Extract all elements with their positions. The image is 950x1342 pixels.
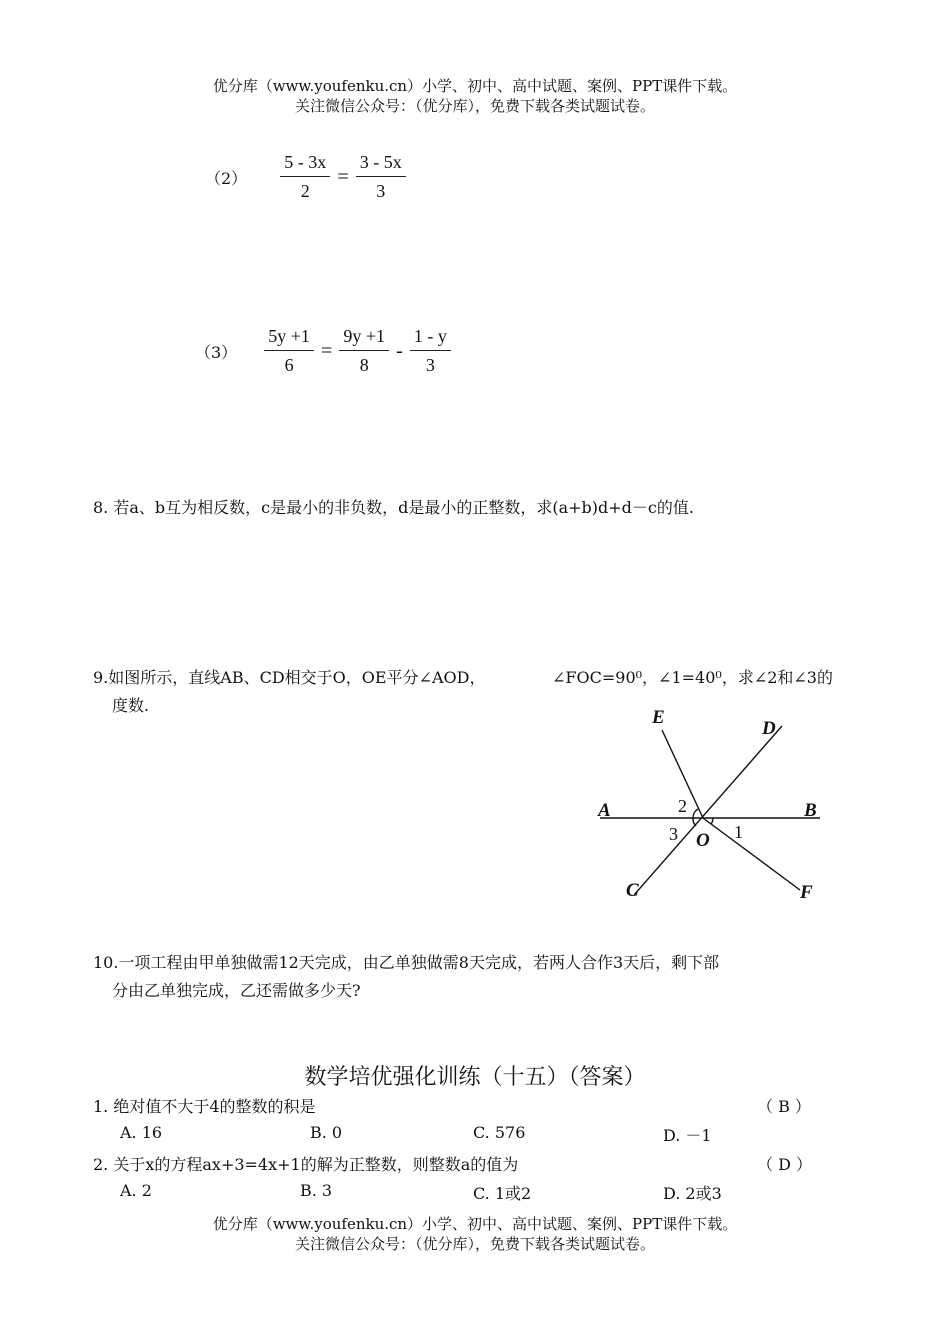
equation-2-label: （2） — [205, 168, 248, 188]
label-o: O — [696, 830, 710, 851]
equation-3 — [195, 326, 451, 376]
equation-2-equals: = — [337, 165, 349, 188]
label-d: D — [762, 718, 776, 739]
question-8: 8. 若a、b互为相反数，c是最小的非负数，d是最小的正整数，求(a+b)d+d－c的值. — [93, 498, 694, 517]
page-header-line-2: 关注微信公众号：（优分库），免费下载各类试题试卷。 — [294, 97, 655, 115]
intersecting-lines-figure — [590, 700, 840, 910]
equation-3-equals: = — [321, 339, 333, 362]
equation-2-rhs-numerator: 3 - 5x — [356, 152, 406, 177]
question-9-line-2: 度数. — [112, 696, 150, 715]
equation-3-rhs-numerator: 1 - y — [410, 326, 451, 351]
answer-2-option-b: B. 3 — [300, 1181, 333, 1200]
equation-3-lhs-fraction — [264, 326, 314, 376]
question-10-line-2: 分由乙单独完成，乙还需做多少天? — [112, 981, 361, 1000]
equation-3-mid-numerator: 9y +1 — [339, 326, 389, 351]
angle-2-label: 2 — [678, 796, 687, 816]
equation-2 — [205, 152, 406, 202]
answers-title: 数学培优强化训练（十五）（答案） — [304, 1065, 646, 1090]
equation-3-mid-fraction — [339, 326, 389, 376]
answer-1-option-a: A. 16 — [120, 1123, 163, 1142]
answer-2-choice: （ D ） — [757, 1155, 813, 1174]
angle-2-arc — [693, 809, 698, 818]
equation-3-mid-denominator: 8 — [359, 355, 369, 375]
question-9-line-1b: ∠FOC=90⁰，∠1=40⁰，求∠2和∠3的 — [552, 668, 833, 687]
label-b: B — [804, 800, 817, 821]
label-c: C — [626, 880, 639, 901]
answer-1-option-c: C. 576 — [473, 1123, 526, 1142]
page-footer-line-1: 优分库（www.youfenku.cn）小学、初中、高中试题、案例、PPT课件下载。 — [212, 1215, 738, 1233]
question-9-line-1a: 9.如图所示，直线AB、CD相交于O，OE平分∠AOD， — [93, 668, 486, 687]
angle-1-arc — [711, 818, 713, 824]
equation-2-rhs-fraction — [356, 152, 406, 202]
angle-3-arc — [693, 818, 696, 826]
label-a: A — [598, 800, 611, 821]
angle-1-label: 1 — [734, 822, 743, 842]
equation-3-label: （3） — [195, 342, 238, 362]
ray-of — [703, 818, 800, 890]
answer-1-option-d: D. －1 — [663, 1126, 712, 1145]
page-header-line-1: 优分库（www.youfenku.cn）小学、初中、高中试题、案例、PPT课件下载。 — [212, 77, 738, 95]
angle-3-label: 3 — [669, 824, 678, 844]
question-10-line-1: 10.一项工程由甲单独做需12天完成，由乙单独做需8天完成，若两人合作3天后，剩下部 — [93, 953, 720, 972]
answer-2-option-c: C. 1或2 — [473, 1184, 532, 1203]
page-footer-line-2: 关注微信公众号：（优分库），免费下载各类试题试卷。 — [294, 1235, 655, 1253]
answer-1-option-b: B. 0 — [310, 1123, 343, 1142]
equation-3-rhs-denominator: 3 — [425, 355, 435, 375]
equation-2-lhs-numerator: 5 - 3x — [280, 152, 330, 177]
label-f: F — [800, 882, 813, 903]
answer-2-option-d: D. 2或3 — [663, 1184, 722, 1203]
equation-3-minus: - — [396, 339, 403, 362]
equation-2-lhs-fraction — [280, 152, 330, 202]
line-cd — [634, 726, 782, 895]
label-e: E — [652, 707, 665, 728]
equation-2-lhs-denominator: 2 — [300, 181, 310, 201]
answer-1-choice: （ B ） — [757, 1097, 811, 1116]
answer-2-stem: 2. 关于x的方程ax+3=4x+1的解为正整数，则整数a的值为 — [93, 1155, 519, 1174]
equation-3-lhs-denominator: 6 — [284, 355, 294, 375]
answer-2-option-a: A. 2 — [120, 1181, 152, 1200]
answer-1-stem: 1. 绝对值不大于4的整数的积是 — [93, 1097, 316, 1116]
equation-3-rhs-fraction — [410, 326, 451, 376]
equation-2-rhs-denominator: 3 — [376, 181, 386, 201]
equation-3-lhs-numerator: 5y +1 — [264, 326, 314, 351]
